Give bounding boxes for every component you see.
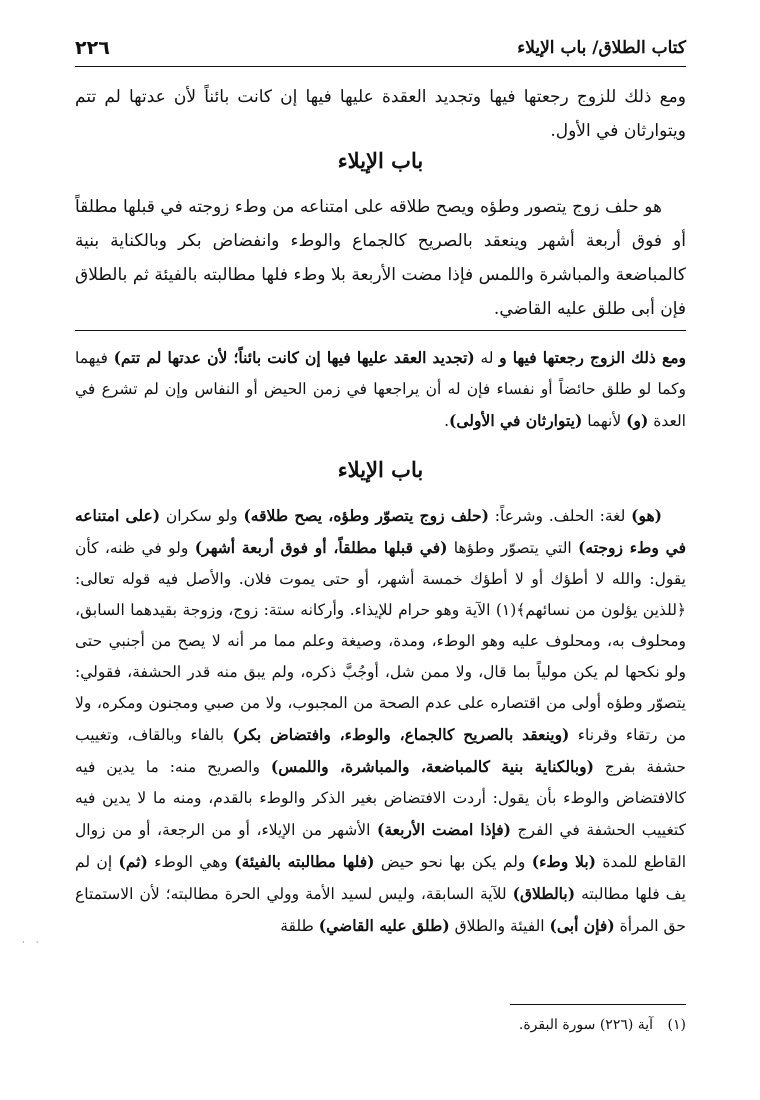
running-title: كتاب الطلاق/ باب الإيلاء xyxy=(517,38,686,58)
commentary-text: ولو سكران xyxy=(160,507,244,525)
page-number: ٢٢٦ xyxy=(75,37,110,59)
quoted-matn: (على امتناعه في وطء زوجته) xyxy=(75,506,686,557)
quoted-matn: (حلف زوج يتصوّر وطؤه، يصح طلاقه) xyxy=(243,506,489,525)
quoted-matn: (ثم) xyxy=(118,852,148,871)
section-heading-sharh: باب الإيلاء xyxy=(337,457,424,482)
quoted-matn: (فإن أبى) xyxy=(549,916,615,935)
scan-speck: · · xyxy=(22,938,43,948)
sharh-text-2 xyxy=(75,500,686,942)
footnote xyxy=(75,1014,686,1036)
quoted-matn: (وينعقد بالصريح كالجماع، والوطء، وافتضاض بكر) xyxy=(232,725,570,744)
quoted-matn: ومع ذلك الزوج رجعتها فيها و xyxy=(499,348,686,367)
quoted-matn: (تجديد العقد عليها فيها إن كانت بائناً؛ لأن عدتها لم تتم) xyxy=(113,348,475,367)
commentary-text: لغة: الحلف. وشرعاً: xyxy=(488,507,632,525)
running-header xyxy=(75,30,686,67)
quoted-matn: (بلا وطء) xyxy=(531,852,596,871)
commentary-text: فيهما وكما لو طلق حائضاً أو نفساء فإن له أن يراجعها في زمن الحيض أو النفاس وإن لم تشرع في العدة xyxy=(75,349,686,430)
quoted-matn: (فلها مطالبته بالفيئة) xyxy=(234,852,375,871)
quoted-matn: (بالطلاق) xyxy=(512,884,576,903)
quoted-matn: (طلق عليه القاضي) xyxy=(318,916,450,935)
commentary-text: ولم يكن بها نحو حيض xyxy=(374,853,532,871)
sharh-paragraph-1 xyxy=(75,342,686,437)
commentary-text: بالفاء وبالقاف، وتغييب حشفة بفرج xyxy=(75,726,686,776)
commentary-text: الآية وهو حرام للإيذاء. وأركانه ستة: زوج، وزوجة بقيدهما السابق، ومحلوف به، ومحلوف عليه وهو الوطء، ومدة، وصيغة وعلم مما مر أنه لا يصح من أجنبي حتى ولو نكحها لم يكن مولياً بما قال، ولا ممن شل، أوجُبَّ ذكره، ولم يبق منه قدر الحشفة، فقولي: يتصوّر وطؤه أولى من اقتصاره على عدم الصحة من المجبوب، ولا من صبي ومجنون ومكره، ولا من رتقاء وقرناء xyxy=(75,601,686,744)
quoted-matn: (هو) xyxy=(631,506,663,525)
commentary-text: الفيئة والطلاق xyxy=(449,917,550,935)
commentary-text: للآية السابقة، وليس لسيد الأمة وولي الحرة مطالبته؛ لأن الاستمتاع حق المرأة xyxy=(75,885,686,935)
sharh-paragraph-2 xyxy=(75,500,686,942)
commentary-text: الأشهر من الإيلاء، أو من الرجعة، أو من زوال القاطع للمدة xyxy=(75,821,687,871)
matn-text-main: هو حلف زوج يتصور وطؤه ويصح طلاقه على امتناعه من وطء زوجته في قبلها مطلقاً أو فوق أربعة أشهر وينعقد بالصريح كالجماع والوطء وانفضاض بكر وبالكناية بنية كالمباضعة والمباشرة واللمس فإذا مضت الأربعة بلا وطء فلها مطالبته بالفيئة ثم بالطلاق فإن أبى طلق عليه القاضي. xyxy=(75,197,686,319)
commentary-text: وهي الوطء xyxy=(147,853,235,871)
quoted-matn: (يتوارثان في الأولى) xyxy=(449,411,583,430)
section-heading-matn: باب الإيلاء xyxy=(337,148,424,173)
quoted-matn: (فإذا امضت الأربعة) xyxy=(376,820,511,839)
commentary-text: (١) xyxy=(495,601,517,619)
quoted-matn: (في قبلها مطلقاً، أو فوق أربعة أشهر) xyxy=(194,538,448,557)
commentary-text: إن لم يف فلها مطالبته xyxy=(75,853,686,903)
commentary-text: . xyxy=(444,412,450,430)
commentary-text: ولو في ظنه، كأن يقول: والله لا أطؤك أو لا أطؤك خمسة أشهر، أو حتى يموت فلان. والأصل فيه قوله تعالى: ﴿للذين يؤلون من نسائهم﴾ xyxy=(75,539,686,619)
commentary-text: التي يتصوّر وطؤها xyxy=(447,539,579,557)
matn-sharh-divider xyxy=(75,330,686,331)
commentary-text: والصريح منه: ما يدين فيه كالافتضاض والوطء بأن يقول: أردت الافتضاض بغير الذكر والوطء بالقدم، ومنه ما لا يدين فيه كتغييب الحشفة في الفرج xyxy=(75,758,686,839)
quoted-matn: (و) xyxy=(626,411,649,430)
commentary-text: له xyxy=(474,349,500,367)
matn-text-top: ومع ذلك للزوج رجعتها فيها وتجديد العقدة عليها فيها إن كانت بائناً لأن عدتها لم تتم ويتوارثان في الأول. xyxy=(75,87,686,141)
footnote-rule xyxy=(510,1004,686,1005)
footnote-text: آية (٢٢٦) سورة البقرة. xyxy=(518,1017,654,1033)
commentary-text: لأنهما xyxy=(582,412,627,430)
matn-paragraph-main xyxy=(75,190,686,326)
quoted-matn: (وبالكناية بنية كالمباضعة، والمباشرة، واللمس) xyxy=(270,757,594,776)
commentary-text: طلقة xyxy=(280,917,319,935)
sharh-text-1 xyxy=(75,342,686,437)
matn-paragraph-top xyxy=(75,80,686,148)
footnote-number: (١) xyxy=(667,1017,686,1033)
